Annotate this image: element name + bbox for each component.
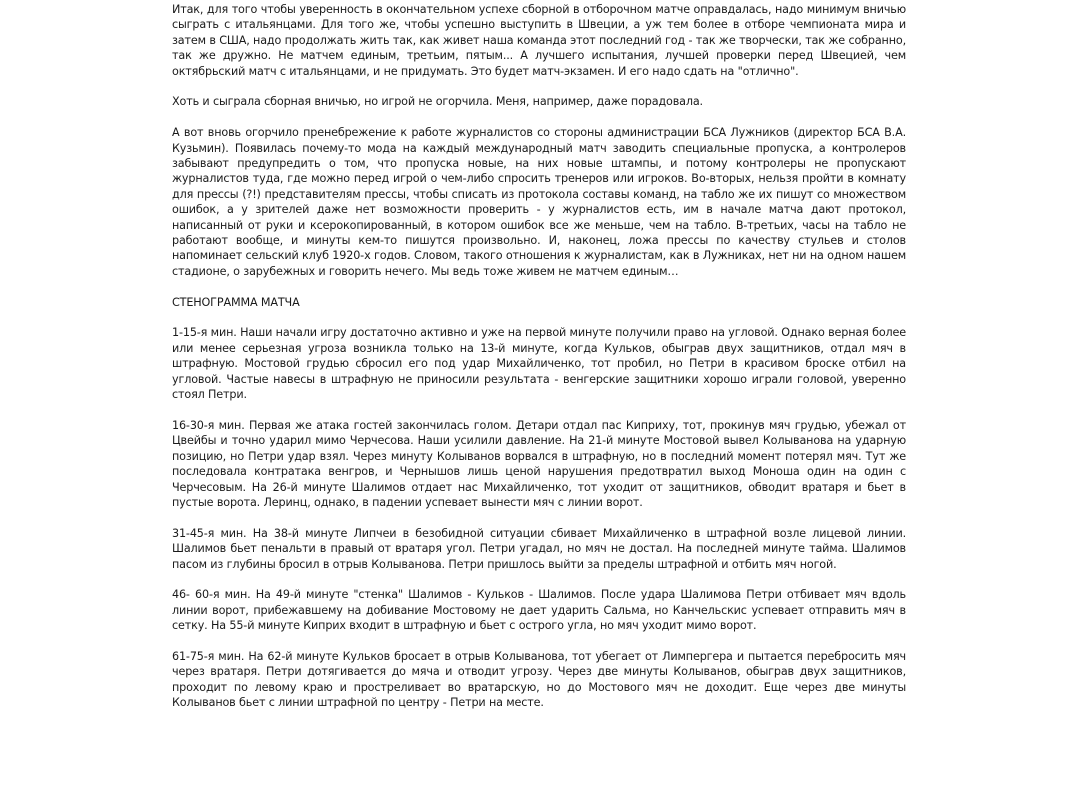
section-heading: СТЕНОГРАММА МАТЧА xyxy=(172,295,300,309)
transcript-paragraph-46-60: 46- 60-я мин. На 49-й минуте "стенка" Шалимов - Кульков - Шалимов. После удара Шалимова Петри отбивает мяч вдоль линии ворот, прибежавшему на добивание Мостовому не дает ударить Сальма, но Канчельскис успевает отправить мяч в сетку. На 55-й минуте Киприх входит в штрафную и бьет с острого угла, но мяч уходит мимо ворот. xyxy=(172,588,906,633)
transcript-paragraph-16-30: 16-30-я мин. Первая же атака гостей закончилась голом. Детари отдал пас Киприху, тот, прокинув мяч грудью, убежал от Цвейбы и точно ударил мимо Черчесова. Наши усилили давление. На 21-й минуте Мостовой вывел Колыванова на ударную позицию, но Петри удар взял. Через минуту Колыванов ворвался в штрафную, но в последний момент потерял мяч. Тут же последовала контратака венгров, и Чернышов лишь ценой нарушения предотвратил выход Моноша один на один с Черчесовым. На 26-й минуте Шалимов отдает нас Михайличенко, тот уходит от защитников, обводит вратаря и бьет в пустые ворота. Леринц, однако, в падении успевает вынести мяч с линии ворот. xyxy=(172,418,906,509)
intro-paragraph-2: Хоть и сыграла сборная вничью, но игрой не огорчила. Меня, например, даже порадовала. xyxy=(172,95,703,109)
intro-paragraph-1: Итак, для того чтобы уверенность в окончательном успехе сборной в отборочном матче оправдалась, надо минимум вничью сыграть с итальянцами. Для того же, чтобы успешно выступить в Швеции, а уж тем более в отборе чемпионата мира и затем в США, надо продолжать жить так, как живет наша команда этот последний год - так же творчески, так же собранно, так же дружно. Не матчем единым, третьим, пятым... А лучшего испытания, лучшей проверки перед Швецией, чем октябрьский матч с итальянцами, и не придумать. Это будет матч-экзамен. И его надо сдать на "отлично". xyxy=(172,3,906,78)
transcript-paragraph-31-45: 31-45-я мин. На 38-й минуте Липчеи в безобидной ситуации сбивает Михайличенко в штрафной возле лицевой линии. Шалимов бьет пенальти в правый от вратаря угол. Петри угадал, но мяч не достал. На последней минуте тайма. Шалимов пасом из глубины бросил в отрыв Колыванова. Петри пришлось выйти за пределы штрафной и отбить мяч ногой. xyxy=(172,526,906,571)
transcript-paragraph-1-15: 1-15-я мин. Наши начали игру достаточно активно и уже на первой минуте получили право на угловой. Однако верная более или менее серьезная угроза возникла только на 13-й минуте, когда Кульков, обыграв двух защитников, отдал мяч в штрафную. Мостовой грудью сбросил его под удар Михайличенко, тот пробил, но Петри в красивом броске отбил на угловой. Частые навесы в штрафную не приносили результата - венгерские защитники хорошо играли головой, уверенно стоял Петри. xyxy=(172,326,906,402)
article-body xyxy=(172,2,906,726)
transcript-paragraph-61-75: 61-75-я мин. На 62-й минуте Кульков бросает в отрыв Колыванова, тот убегает от Лимпергера и пытается перебросить мяч через вратаря. Петри дотягивается до мяча и отводит угрозу. Через две минуты Колыванов, обыграв двух защитников, проходит по левому краю и простреливает во вратарскую, но до Мостового мяч не доходит. Еще через две минуты Колыванов бьет с линии штрафной по центру - Петри на месте. xyxy=(172,649,906,710)
intro-paragraph-3: А вот вновь огорчило пренебрежение к работе журналистов со стороны администрации БСА Лужников (директор БСА В.А. Кузьмин). Появилась почему-то мода на каждый международный матч заводить специальные пропуска, а контролеров забывают предупредить о том, что пропуска новые, на них новые штампы, и потому контролеры не пропускают журналистов туда, где можно перед игрой о чем-либо спросить тренеров или игроков. Во-вторых, нельзя пройти в комнату для прессы (?!) представителям прессы, чтобы списать из протокола составы команд, на табло же их пишут со множеством ошибок, а у зрителей даже нет возможности проверить - у журналистов есть, им в начале матча дают протокол, написанный от руки и ксерокопированный, в котором ошибок все же меньше, чем на табло. В-третьих, часы на табло не работают вообще, и минуты кем-то пишутся произвольно. И, наконец, ложа прессы по качеству стульев и столов напоминает сельский клуб 1920-х годов. Словом, такого отношения к журналистам, как в Лужниках, нет ни на одном нашем стадионе, о зарубежных и говорить нечего. Мы ведь тоже живем не матчем единым… xyxy=(172,126,906,278)
